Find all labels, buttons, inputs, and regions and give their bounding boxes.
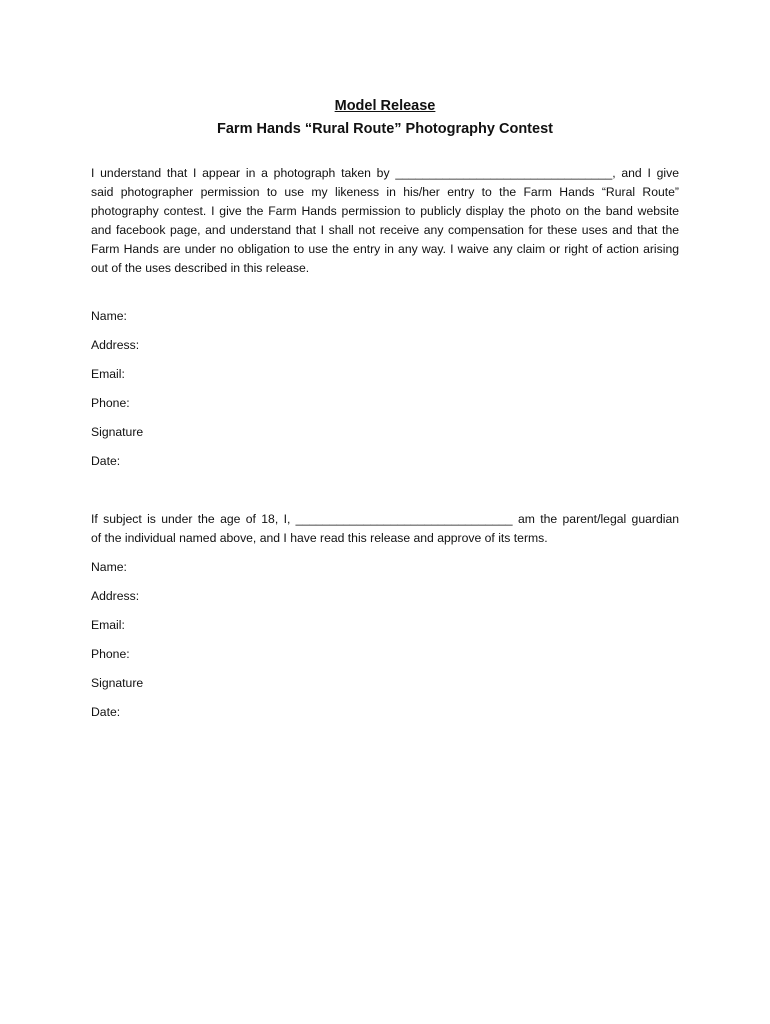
guardian-phone-label: Phone: [91,647,130,661]
release-paragraph [91,164,679,277]
release-paragraph-line: photography contest. I give the Farm Hands permission to publicly display the photo on the band website [91,203,679,218]
guardian-paragraph-line: If subject is under the age of 18, I, ________________________________ am the parent/legal guardian [91,512,679,526]
guardian-address-label: Address: [91,589,140,603]
subject-name-label: Name: [91,309,127,323]
guardian-signature-label: Signature [91,676,144,690]
guardian-paragraph [91,510,679,548]
subject-phone-label: Phone: [91,396,130,410]
release-paragraph-line: and facebook page, and understand that I shall not receive any compensation for these uses and that the [91,222,679,237]
guardian-email-label: Email: [91,618,125,632]
guardian-name-label: Name: [91,560,127,574]
release-paragraph-line: Farm Hands are under no obligation to use the entry in any way. I waive any claim or right of action arising [91,241,679,256]
release-paragraph-line: said photographer permission to use my likeness in his/her entry to the Farm Hands “Rural Route” [91,184,679,199]
subject-signature-label: Signature [91,425,144,439]
subject-date-label: Date: [91,454,121,468]
guardian-date-label: Date: [91,705,121,719]
document-title: Model Release [334,98,436,114]
release-paragraph-line: I understand that I appear in a photograph taken by ________________________________, and I give [91,166,679,180]
guardian-paragraph-line: of the individual named above, and I have read this release and approve of its terms. [91,530,548,545]
subject-address-label: Address: [91,338,140,352]
release-paragraph-line: out of the uses described in this release. [91,260,310,275]
document-subtitle: Farm Hands “Rural Route” Photography Contest [217,121,553,137]
subject-email-label: Email: [91,367,125,381]
